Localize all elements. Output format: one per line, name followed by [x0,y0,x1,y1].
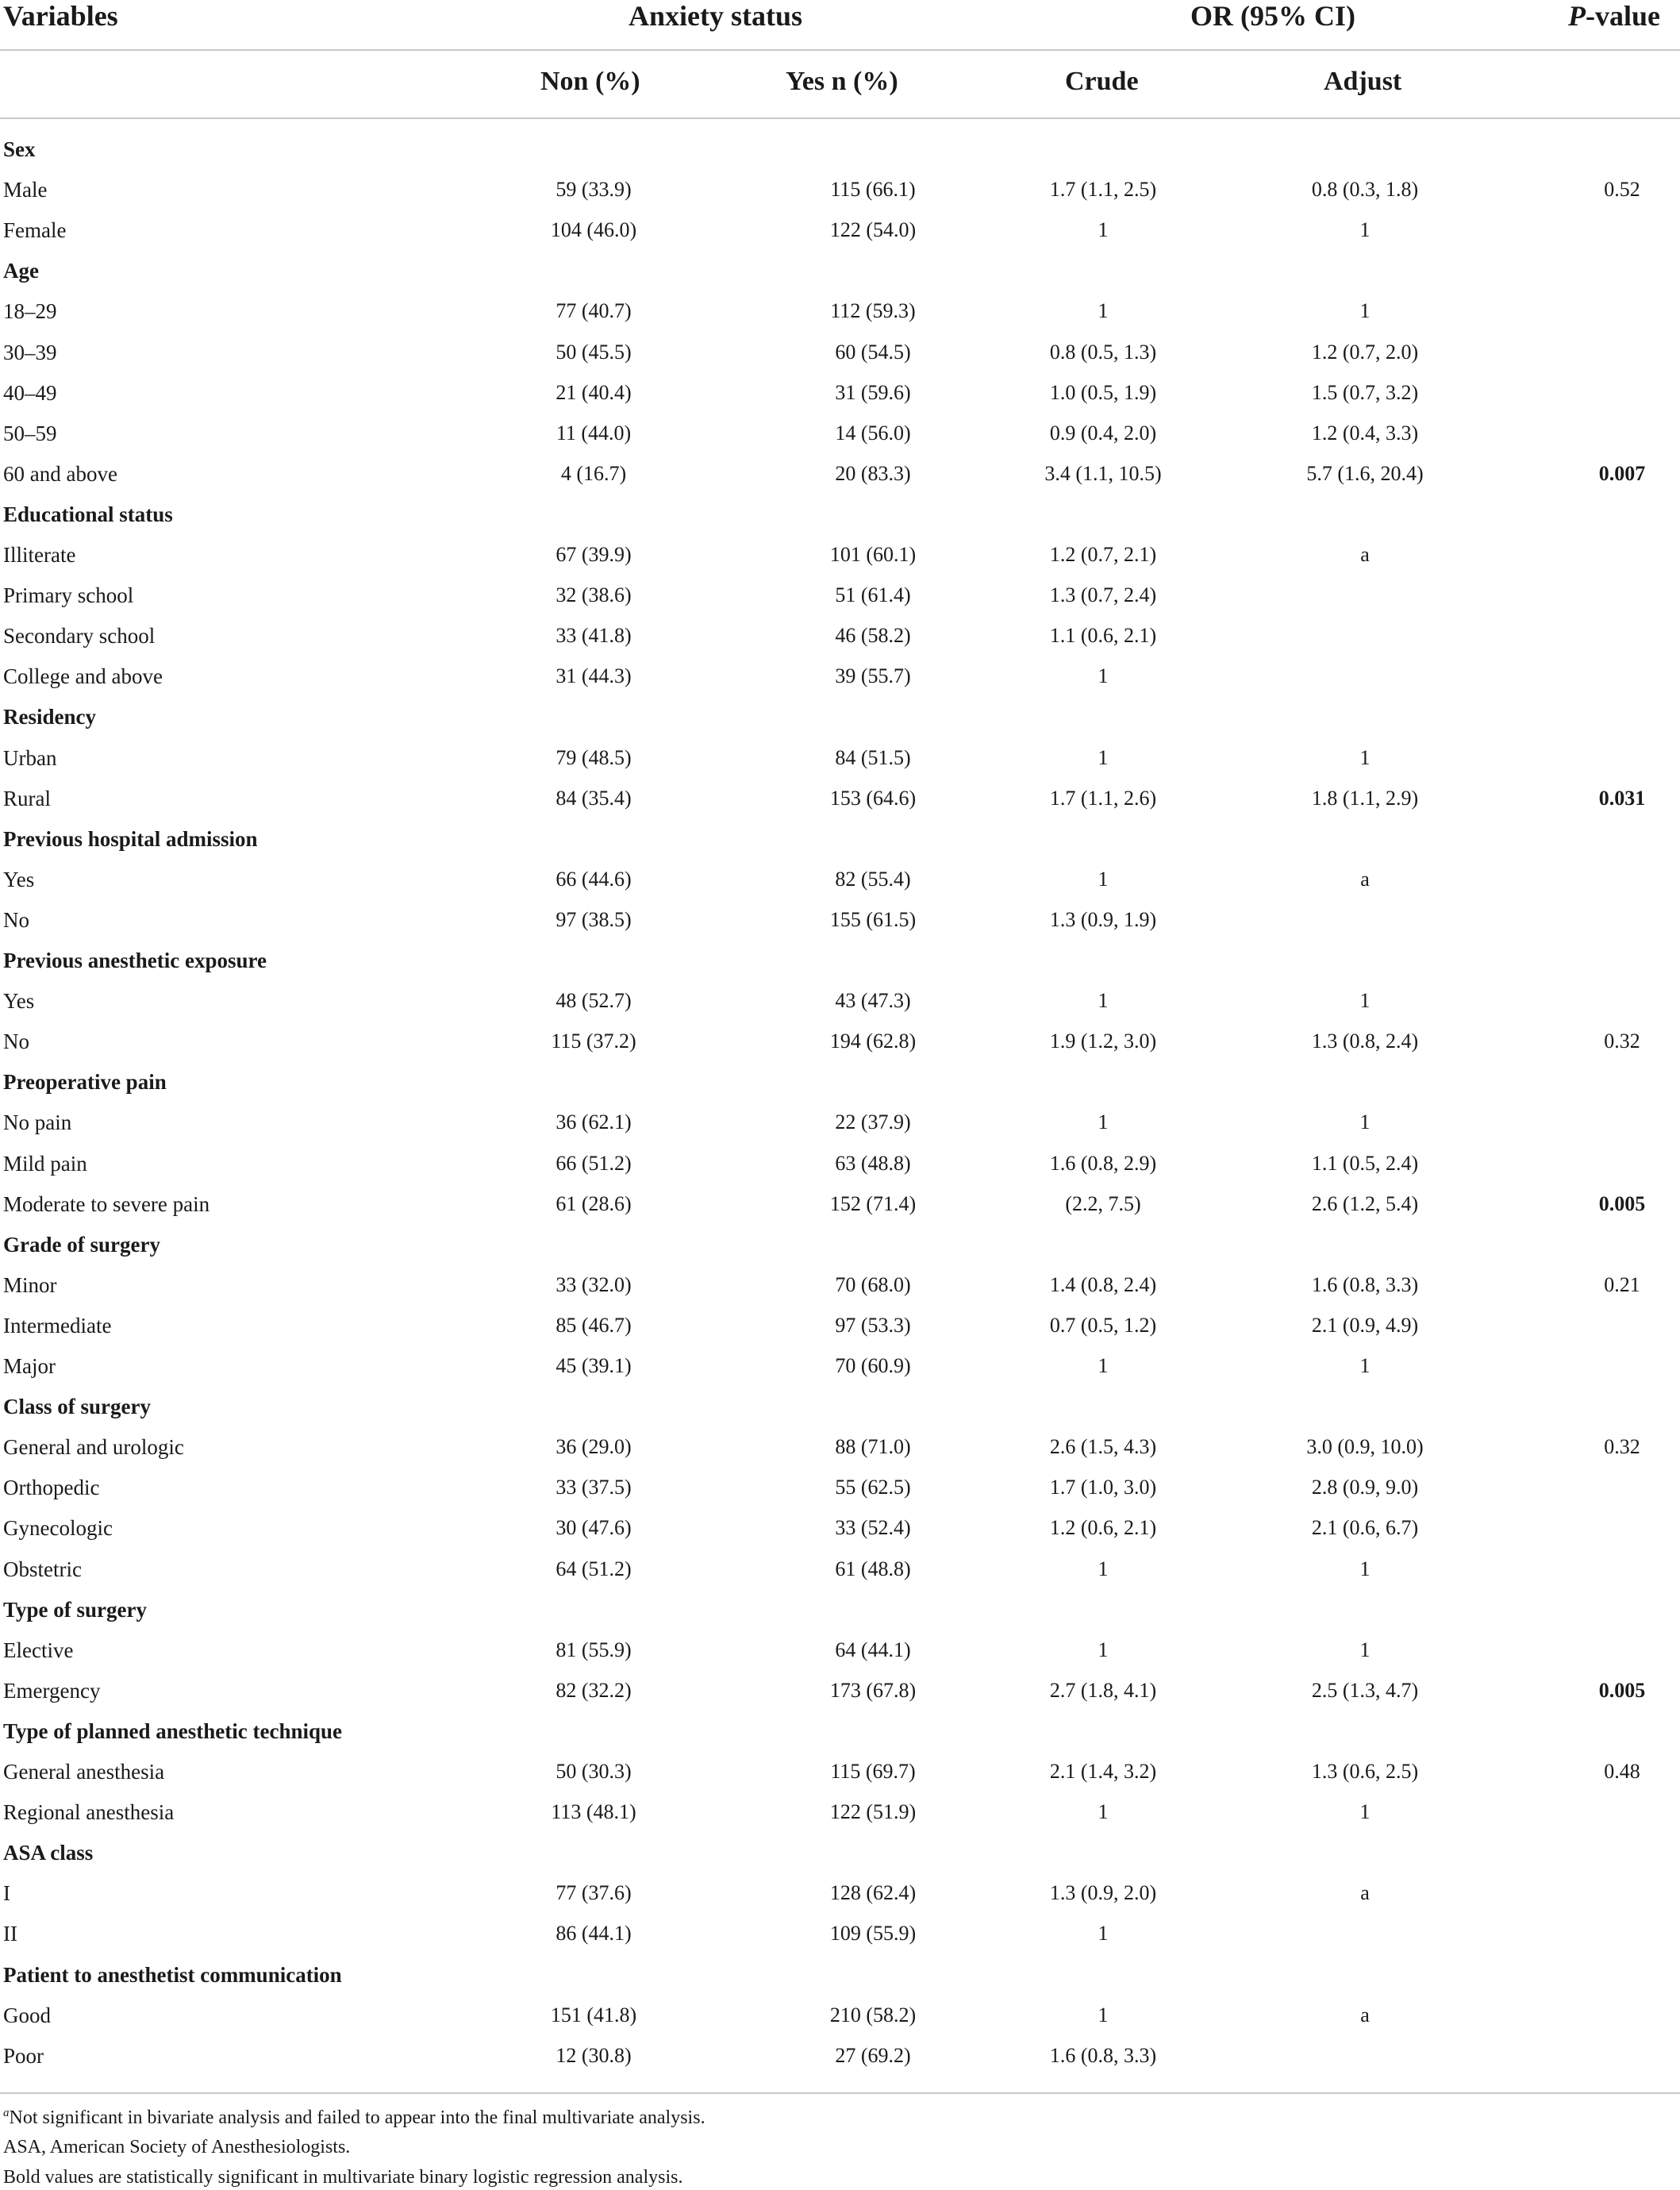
cell-non: 151 (41.8) [550,2003,637,2026]
cell-adjust: 1 [1359,299,1371,323]
row-label: No pain [3,1110,72,1135]
cell-p-value: 0.32 [1604,1030,1640,1053]
cell-crude: 1 [1098,1557,1109,1580]
cell-yes: 153 (64.6) [829,786,917,810]
cell-adjust: 2.1 (0.9, 4.9) [1311,1313,1419,1337]
row-label: Rural [3,786,51,810]
footnote-asa: ASA, American Society of Anesthesiologists. [3,2137,351,2157]
footnote-a [3,2108,705,2127]
cell-adjust: a [1360,1881,1370,1905]
cell-adjust: 1 [1359,989,1371,1013]
cell-non: 48 (52.7) [556,989,632,1013]
cell-yes: 82 (55.4) [835,867,911,891]
row-label: 60 and above [3,461,117,486]
cell-adjust: 1.1 (0.5, 2.4) [1311,1151,1419,1175]
cell-non: 12 (30.8) [556,2043,632,2067]
cell-crude: 1 [1098,1800,1109,1824]
cell-non: 4 (16.7) [560,461,627,485]
section-heading: Type of surgery [3,1597,147,1622]
cell-yes: 122 (54.0) [829,218,917,242]
cell-adjust: 1 [1359,1354,1371,1377]
cell-non: 32 (38.6) [556,583,632,607]
cell-adjust: 2.1 (0.6, 6.7) [1311,1516,1419,1540]
section-heading: Sex [3,137,36,161]
cell-adjust: 1.8 (1.1, 2.9) [1311,786,1419,810]
cell-p-value: 0.031 [1598,786,1646,810]
header-p-rest: -value [1586,0,1660,32]
row-label: Poor [3,2043,44,2068]
cell-yes: 43 (47.3) [835,989,911,1013]
cell-adjust: a [1360,543,1370,566]
cell-yes: 112 (59.3) [830,299,916,323]
cell-adjust: 0.8 (0.3, 1.8) [1311,178,1419,202]
cell-non: 67 (39.9) [556,543,632,566]
row-label: I [3,1881,10,1906]
section-heading: ASA class [3,1841,94,1865]
cell-crude: 0.7 (0.5, 1.2) [1049,1313,1157,1337]
cell-adjust: 1.3 (0.8, 2.4) [1311,1030,1419,1053]
cell-crude: 1 [1098,299,1109,323]
cell-yes: 70 (68.0) [835,1272,911,1296]
cell-crude: 2.1 (1.4, 3.2) [1049,1760,1157,1783]
cell-adjust: 2.6 (1.2, 5.4) [1311,1191,1419,1215]
cell-non: 59 (33.9) [556,178,632,202]
row-label: Minor [3,1272,57,1297]
cell-crude: (2.2, 7.5) [1065,1191,1141,1215]
cell-yes: 122 (51.9) [829,1800,917,1824]
section-heading: Type of planned anesthetic technique [3,1719,343,1743]
cell-non: 30 (47.6) [556,1516,632,1540]
cell-non: 31 (44.3) [556,664,632,688]
footnote-a-marker: a [3,2107,10,2119]
cell-adjust: 1.3 (0.6, 2.5) [1311,1760,1419,1783]
cell-crude: 1.3 (0.9, 1.9) [1049,907,1157,931]
cell-adjust: 1.2 (0.4, 3.3) [1311,421,1419,445]
cell-adjust: 3.0 (0.9, 10.0) [1306,1435,1424,1459]
header-rule-bottom [0,117,1680,119]
cell-yes: 173 (67.8) [829,1678,917,1702]
cell-non: 97 (38.5) [556,907,632,931]
cell-adjust: 1.6 (0.8, 3.3) [1311,1272,1419,1296]
cell-yes: 109 (55.9) [829,1922,917,1946]
cell-crude: 1 [1098,1638,1109,1661]
cell-adjust: 2.5 (1.3, 4.7) [1311,1678,1419,1702]
cell-non: 84 (35.4) [556,786,632,810]
cell-adjust: 1 [1359,1800,1371,1824]
cell-crude: 1.7 (1.1, 2.5) [1049,178,1157,202]
cell-p-value: 0.52 [1604,178,1640,202]
cell-adjust: 1 [1359,1557,1371,1580]
cell-adjust: 2.8 (0.9, 9.0) [1311,1476,1419,1499]
cell-yes: 194 (62.8) [829,1030,917,1053]
row-label: Mild pain [3,1151,87,1176]
cell-crude: 1 [1098,745,1109,769]
cell-p-value: 0.21 [1604,1272,1640,1296]
cell-non: 77 (40.7) [556,299,632,323]
cell-yes: 63 (48.8) [835,1151,911,1175]
row-label: Emergency [3,1678,101,1703]
cell-non: 33 (32.0) [556,1272,632,1296]
cell-p-value: 0.005 [1598,1678,1646,1702]
cell-yes: 22 (37.9) [835,1110,911,1134]
row-label: Male [3,178,48,202]
cell-adjust: 1.5 (0.7, 3.2) [1311,380,1419,404]
cell-yes: 60 (54.5) [835,340,911,364]
cell-crude: 1 [1098,989,1109,1013]
cell-crude: 1 [1098,1354,1109,1377]
row-label: Yes [3,867,35,891]
cell-crude: 1.2 (0.6, 2.1) [1049,1516,1157,1540]
footnote-a-text: Not significant in bivariate analysis and failed to appear into the final multivariate analysis. [9,2107,705,2128]
cell-non: 115 (37.2) [551,1030,636,1053]
section-heading: Preoperative pain [3,1070,167,1095]
cell-yes: 128 (62.4) [829,1881,917,1905]
cell-adjust: 5.7 (1.6, 20.4) [1306,461,1424,485]
row-label: Intermediate [3,1313,112,1337]
cell-non: 50 (30.3) [556,1760,632,1783]
cell-non: 36 (62.1) [556,1110,632,1134]
section-heading: Age [3,259,39,283]
cell-non: 79 (48.5) [556,745,632,769]
cell-non: 66 (44.6) [556,867,632,891]
cell-yes: 155 (61.5) [829,907,917,931]
header-adjust: Adjust [1324,67,1402,96]
cell-yes: 70 (60.9) [835,1354,911,1377]
section-heading: Educational status [3,502,173,526]
cell-crude: 1 [1098,1110,1109,1134]
cell-non: 64 (51.2) [556,1557,632,1580]
cell-crude: 1.9 (1.2, 3.0) [1049,1030,1157,1053]
section-heading: Previous hospital admission [3,826,258,851]
row-label: Gynecologic [3,1516,113,1541]
cell-crude: 1.4 (0.8, 2.4) [1049,1272,1157,1296]
header-anxiety-status: Anxiety status [629,0,803,32]
row-label: Primary school [3,583,134,608]
row-label: Secondary school [3,624,156,649]
cell-adjust: a [1360,867,1370,891]
cell-yes: 64 (44.1) [835,1638,911,1661]
cell-crude: 1.3 (0.7, 2.4) [1049,583,1157,607]
row-label: General and urologic [3,1435,184,1460]
cell-crude: 1 [1098,218,1109,242]
cell-non: 21 (40.4) [556,380,632,404]
cell-p-value: 0.48 [1604,1760,1640,1783]
cell-crude: 1.6 (0.8, 2.9) [1049,1151,1157,1175]
header-p-value [1568,2,1660,30]
section-heading: Grade of surgery [3,1232,160,1257]
cell-non: 11 (44.0) [556,421,632,445]
row-label: Moderate to severe pain [3,1191,210,1216]
cell-yes: 55 (62.5) [835,1476,911,1499]
header-yes: Yes n (%) [786,67,898,96]
cell-adjust: 1 [1359,745,1371,769]
cell-non: 36 (29.0) [556,1435,632,1459]
cell-crude: 1.6 (0.8, 3.3) [1049,2043,1157,2067]
section-heading: Previous anesthetic exposure [3,949,267,972]
cell-non: 113 (48.1) [551,1800,636,1824]
cell-non: 82 (32.2) [556,1678,632,1702]
cell-adjust: 1 [1359,218,1371,242]
cell-crude: 2.7 (1.8, 4.1) [1049,1678,1157,1702]
header-non: Non (%) [540,67,640,96]
cell-non: 77 (37.6) [556,1881,632,1905]
cell-non: 66 (51.2) [556,1151,632,1175]
cell-yes: 20 (83.3) [835,461,911,485]
cell-yes: 152 (71.4) [829,1191,917,1215]
cell-yes: 115 (69.7) [830,1760,916,1783]
cell-adjust: 1 [1359,1638,1371,1661]
cell-crude: 1.2 (0.7, 2.1) [1049,543,1157,566]
cell-crude: 1.7 (1.1, 2.6) [1049,786,1157,810]
cell-yes: 97 (53.3) [835,1313,911,1337]
cell-yes: 27 (69.2) [835,2043,911,2067]
cell-crude: 1 [1098,1922,1109,1946]
cell-yes: 88 (71.0) [835,1435,911,1459]
row-label: Orthopedic [3,1476,100,1500]
row-label: Obstetric [3,1557,82,1581]
row-label: Elective [3,1638,74,1662]
row-label: 18–29 [3,299,57,324]
header-variables: Variables [3,0,118,32]
row-label: 30–39 [3,340,57,364]
row-label: General anesthesia [3,1760,165,1784]
cell-crude: 3.4 (1.1, 10.5) [1044,461,1162,485]
header-rule-top [0,49,1680,51]
cell-non: 86 (44.1) [556,1922,632,1946]
table-rule-bottom [0,2092,1680,2094]
cell-non: 104 (46.0) [550,218,637,242]
header-or-ci: OR (95% CI) [1190,0,1355,32]
row-label: College and above [3,664,163,689]
cell-yes: 51 (61.4) [835,583,911,607]
cell-non: 50 (45.5) [556,340,632,364]
cell-non: 33 (37.5) [556,1476,632,1499]
cell-p-value: 0.007 [1598,461,1646,485]
cell-non: 61 (28.6) [556,1191,632,1215]
cell-adjust: a [1360,2003,1370,2026]
cell-adjust: 1 [1359,1110,1371,1134]
row-label: No [3,907,29,932]
cell-non: 33 (41.8) [556,624,632,648]
cell-yes: 39 (55.7) [835,664,911,688]
row-label: 40–49 [3,380,57,405]
section-heading: Class of surgery [3,1395,151,1419]
cell-crude: 1.0 (0.5, 1.9) [1049,380,1157,404]
cell-yes: 210 (58.2) [829,2003,917,2026]
row-label: Yes [3,989,35,1014]
cell-crude: 1 [1098,867,1109,891]
cell-yes: 33 (52.4) [835,1516,911,1540]
cell-crude: 1.7 (1.0, 3.0) [1049,1476,1157,1499]
row-label: II [3,1922,17,1946]
cell-non: 85 (46.7) [556,1313,632,1337]
row-label: Regional anesthesia [3,1800,175,1825]
cell-crude: 1 [1098,664,1109,688]
header-crude: Crude [1065,67,1139,96]
cell-crude: 0.9 (0.4, 2.0) [1049,421,1157,445]
section-heading: Residency [3,705,96,729]
cell-yes: 46 (58.2) [835,624,911,648]
cell-p-value: 0.005 [1598,1191,1646,1215]
cell-adjust: 1.2 (0.7, 2.0) [1311,340,1419,364]
header-p-italic: P [1568,0,1586,32]
row-label: 50–59 [3,421,57,445]
cell-crude: 0.8 (0.5, 1.3) [1049,340,1157,364]
row-label: Urban [3,745,57,770]
row-label: Good [3,2003,51,2027]
cell-yes: 84 (51.5) [835,745,911,769]
cell-yes: 115 (66.1) [830,178,916,202]
footnote-bold: Bold values are statistically significant in multivariate binary logistic regression analysis. [3,2167,683,2188]
cell-non: 81 (55.9) [556,1638,632,1661]
cell-crude: 2.6 (1.5, 4.3) [1049,1435,1157,1459]
cell-yes: 31 (59.6) [835,380,911,404]
row-label: No [3,1030,29,1054]
cell-yes: 61 (48.8) [835,1557,911,1580]
cell-non: 45 (39.1) [556,1354,632,1377]
cell-p-value: 0.32 [1604,1435,1640,1459]
cell-crude: 1 [1098,2003,1109,2026]
section-heading: Patient to anesthetist communication [3,1962,342,1987]
cell-crude: 1.3 (0.9, 2.0) [1049,1881,1157,1905]
row-label: Female [3,218,67,243]
row-label: Major [3,1354,56,1378]
cell-crude: 1.1 (0.6, 2.1) [1049,624,1157,648]
cell-yes: 14 (56.0) [835,421,911,445]
cell-yes: 101 (60.1) [829,543,917,566]
row-label: Illiterate [3,543,76,567]
